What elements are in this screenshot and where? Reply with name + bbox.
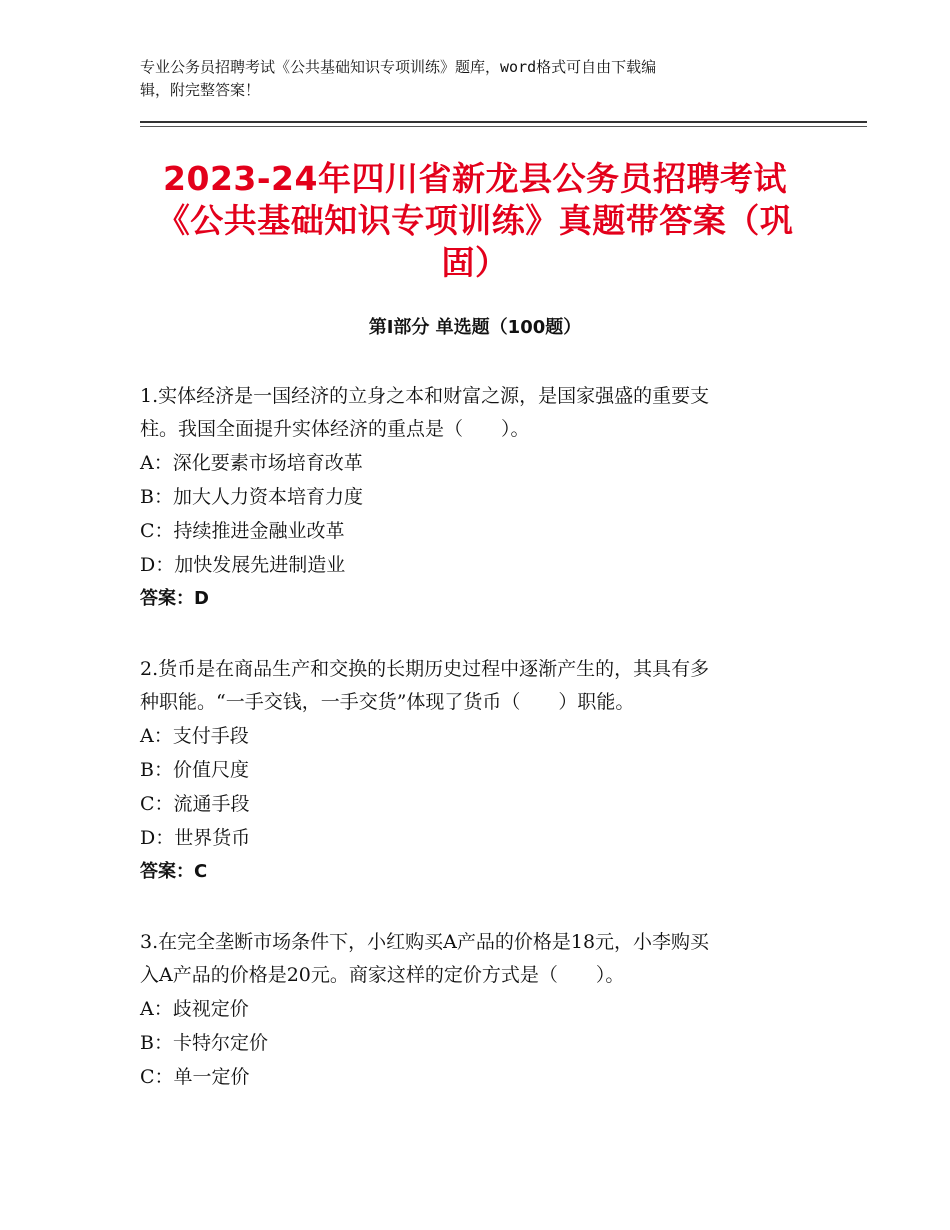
question-stem-line: 1.实体经济是一国经济的立身之本和财富之源，是国家强盛的重要支 (140, 385, 710, 407)
header-line-2: 辑，附完整答案！ (140, 81, 261, 99)
option-c: C：持续推进金融业改革 (140, 520, 345, 542)
option-d: D：世界货币 (140, 827, 251, 849)
question-stem-line: 种职能。“一手交钱，一手交货”体现了货币（ ）职能。 (140, 691, 635, 713)
question-2 (140, 653, 810, 889)
header-rule-thick (140, 121, 867, 123)
option-b: B：加大人力资本培育力度 (140, 486, 363, 508)
option-c: C：单一定价 (140, 1066, 250, 1088)
option-d: D：加快发展先进制造业 (140, 554, 346, 576)
question-stem-line: 柱。我国全面提升实体经济的重点是（ ）。 (140, 418, 530, 440)
question-stem-line: 2.货币是在商品生产和交换的长期历史过程中逐渐产生的，其具有多 (140, 658, 710, 680)
question-1 (140, 380, 810, 616)
document-title (140, 158, 810, 284)
question-stem-line: 入A产品的价格是20元。商家这样的定价方式是（ ）。 (140, 964, 625, 986)
header-rule-thin (140, 126, 867, 127)
title-line-2: 《公共基础知识专项训练》真题带答案（巩 (156, 201, 794, 240)
title-line-1: 2023-24年四川省新龙县公务员招聘考试 (163, 159, 787, 198)
answer: 答案：D (140, 588, 209, 609)
option-b: B：卡特尔定价 (140, 1032, 268, 1054)
option-a: A：深化要素市场培育改革 (140, 452, 363, 474)
option-c: C：流通手段 (140, 793, 250, 815)
question-stem-line: 3.在完全垄断市场条件下，小红购买A产品的价格是18元，小李购买 (140, 931, 710, 953)
title-line-3: 固） (441, 243, 509, 282)
option-a: A：支付手段 (140, 725, 249, 747)
question-3 (140, 926, 810, 1094)
option-a: A：歧视定价 (140, 998, 249, 1020)
section-heading: 第Ⅰ部分 单选题（100题） (368, 317, 582, 338)
answer: 答案：C (140, 861, 208, 882)
header-line-1: 专业公务员招聘考试《公共基础知识专项训练》题库，word格式可自由下载编 (140, 58, 657, 76)
document-header (140, 56, 800, 102)
option-b: B：价值尺度 (140, 759, 249, 781)
